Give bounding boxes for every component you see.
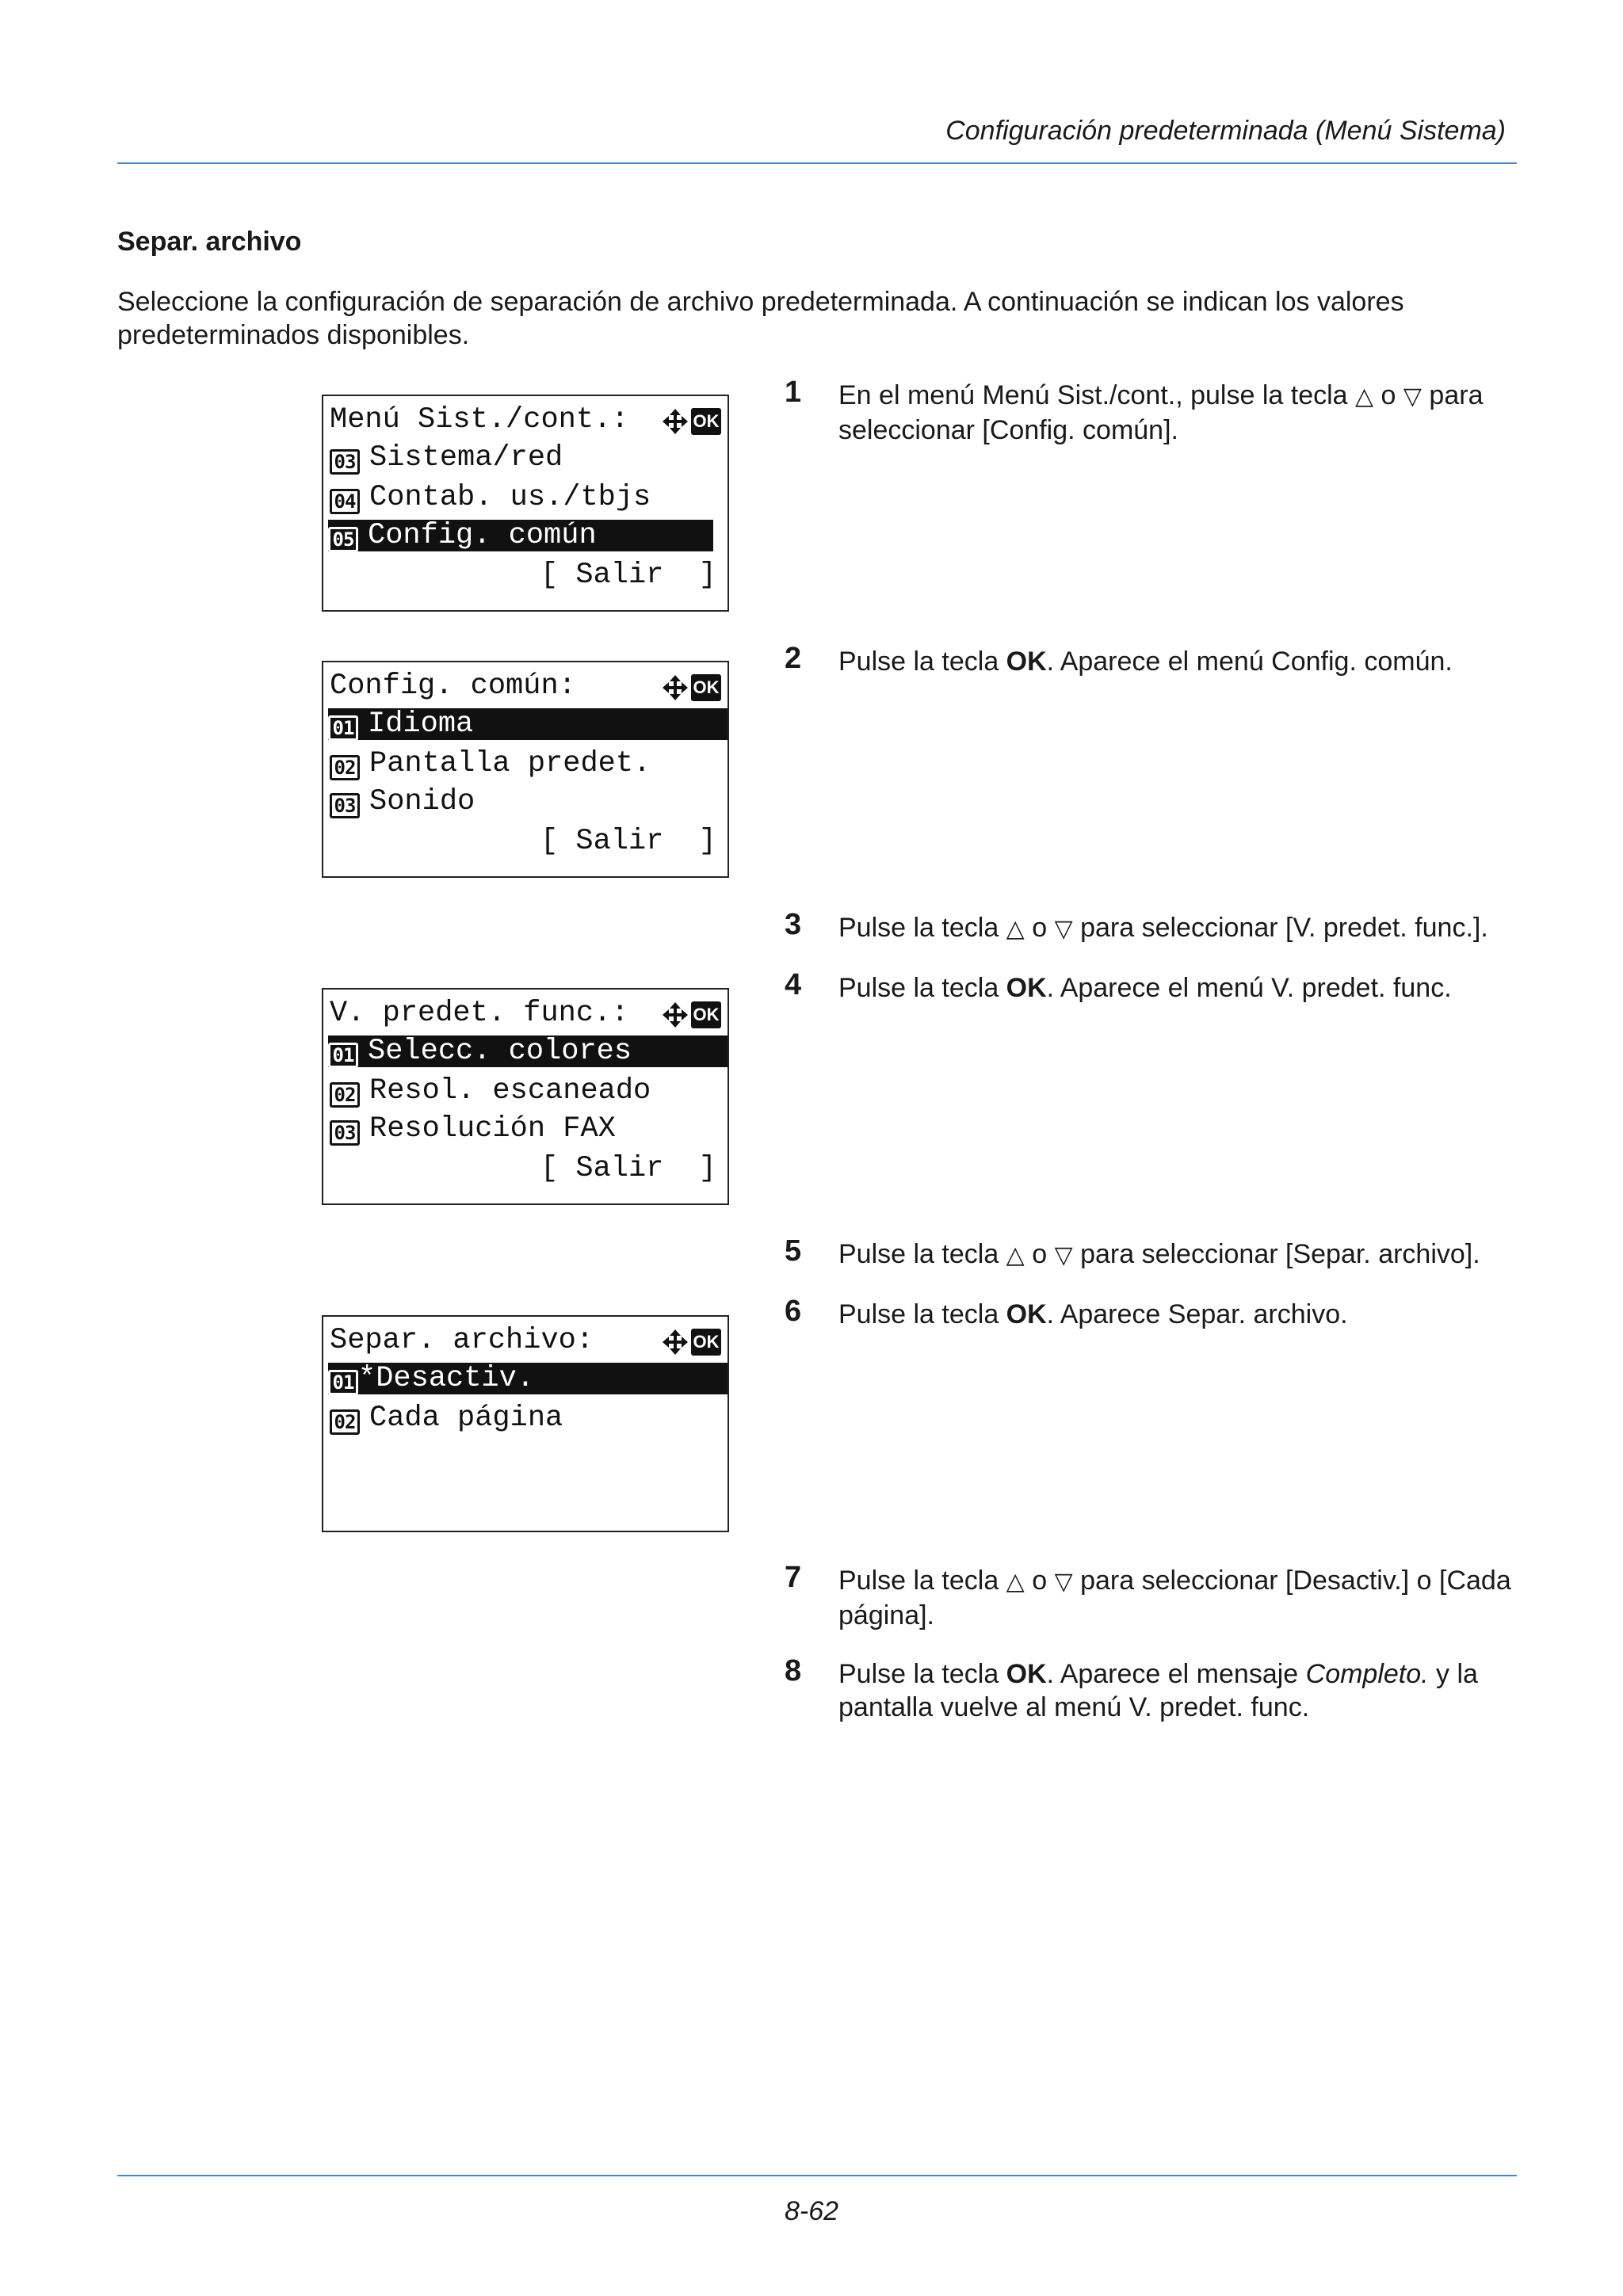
down-triangle-icon: ▽ — [1054, 1241, 1073, 1269]
row-number-icon: 03 — [330, 793, 360, 818]
down-triangle-icon: ▽ — [1054, 915, 1073, 943]
nav-ok-icons — [661, 1328, 721, 1356]
lcd-screen-1 — [322, 395, 729, 612]
exit-softkey[interactable]: [ Salir ] — [540, 559, 716, 592]
lcd-title: Menú Sist./cont.: — [330, 403, 629, 437]
step-text: Pulse la tecla OK. Aparece el menú V. predet. func. — [838, 973, 1452, 1003]
step-number: 6 — [785, 1295, 802, 1328]
step-text: Pulse la tecla OK. Aparece el menú Config. común. — [838, 646, 1453, 677]
nav-ok-icons — [661, 673, 721, 702]
ok-key-icon: OK — [691, 674, 721, 701]
header-title: Configuración predeterminada (Menú Sistema) — [945, 116, 1506, 146]
footer-rule — [117, 2175, 1517, 2176]
step-number: 8 — [785, 1654, 802, 1688]
row-number-icon: 01 — [328, 715, 358, 741]
nav-ok-icons — [661, 1001, 721, 1029]
step-text: Pulse la tecla OK. Aparece Separ. archivo. — [838, 1299, 1348, 1329]
header-rule — [117, 162, 1517, 164]
row-number-icon: 04 — [330, 489, 360, 514]
lcd-title: V. predet. func.: — [330, 997, 629, 1030]
lcd-menu-row[interactable]: 02 Resol. escaneado — [330, 1075, 727, 1107]
step-text: Pulse la tecla △ o ▽ para seleccionar [Desactiv.] o [Cada página]. — [838, 1566, 1511, 1630]
up-triangle-icon: △ — [1006, 1568, 1025, 1596]
step-number: 1 — [785, 376, 802, 409]
lcd-menu-row[interactable]: 03 Sistema/red — [330, 442, 727, 474]
ok-key-icon: OK — [691, 408, 721, 435]
row-number-icon: 03 — [330, 449, 360, 475]
row-number-icon: 02 — [330, 1082, 360, 1108]
step-number: 4 — [785, 968, 802, 1001]
row-number-icon: 05 — [328, 527, 358, 552]
row-number-icon: 03 — [330, 1120, 360, 1146]
section-intro: Seleccione la configuración de separación de archivo predeterminada. A continuación se indican los valores predeterminados disponibles. — [117, 287, 1404, 350]
up-triangle-icon: △ — [1006, 915, 1025, 943]
step-text: Pulse la tecla △ o ▽ para seleccionar [V. predet. func.]. — [838, 913, 1488, 943]
lcd-menu-row-selected[interactable]: 01 Idioma — [328, 708, 727, 740]
cross-arrows-icon — [661, 673, 689, 702]
lcd-menu-row-selected[interactable]: 05 Config. común — [328, 520, 713, 551]
step-number: 3 — [785, 908, 802, 941]
step-text: En el menú Menú Sist./cont., pulse la tecla △ o ▽ para seleccionar [Config. común]. — [838, 380, 1484, 445]
lcd-menu-row-selected[interactable]: 01 Selecc. colores — [328, 1035, 727, 1067]
step-number: 7 — [785, 1561, 802, 1594]
down-triangle-icon: ▽ — [1403, 383, 1422, 410]
up-triangle-icon: △ — [1355, 383, 1374, 410]
row-number-icon: 01 — [328, 1043, 358, 1068]
step-text: Pulse la tecla OK. Aparece el mensaje Completo. y la pantalla vuelve al menú V. predet. func. — [838, 1659, 1478, 1722]
step-number: 2 — [785, 642, 802, 675]
exit-softkey[interactable]: [ Salir ] — [540, 1152, 716, 1185]
lcd-screen-4 — [322, 1315, 729, 1532]
lcd-title: Separ. archivo: — [330, 1324, 594, 1357]
lcd-title: Config. común: — [330, 669, 576, 703]
step-text: Pulse la tecla △ o ▽ para seleccionar [Separ. archivo]. — [838, 1239, 1480, 1269]
lcd-screen-2 — [322, 661, 729, 878]
row-number-icon: 02 — [330, 1409, 360, 1435]
row-number-icon: 01 — [328, 1370, 358, 1395]
lcd-menu-row-selected[interactable]: 01 *Desactiv. — [328, 1363, 727, 1394]
ok-key-icon: OK — [691, 1329, 721, 1356]
lcd-menu-row[interactable]: 03 Sonido — [330, 786, 727, 818]
down-triangle-icon: ▽ — [1054, 1568, 1073, 1596]
page-number: 8-62 — [784, 2196, 839, 2226]
step-number: 5 — [785, 1234, 802, 1268]
cross-arrows-icon — [661, 1001, 689, 1029]
section-title: Separ. archivo — [117, 227, 302, 257]
lcd-menu-row[interactable]: 04 Contab. us./tbjs — [330, 482, 727, 513]
exit-softkey[interactable]: [ Salir ] — [540, 825, 716, 858]
lcd-menu-row[interactable]: 02 Cada página — [330, 1402, 727, 1434]
nav-ok-icons — [661, 407, 721, 436]
cross-arrows-icon — [661, 1328, 689, 1356]
row-number-icon: 02 — [330, 755, 360, 780]
up-triangle-icon: △ — [1006, 1241, 1025, 1269]
lcd-menu-row[interactable]: 03 Resolución FAX — [330, 1113, 727, 1145]
lcd-menu-row[interactable]: 02 Pantalla predet. — [330, 748, 727, 780]
lcd-screen-3 — [322, 988, 729, 1205]
cross-arrows-icon — [661, 407, 689, 436]
ok-key-icon: OK — [691, 1001, 721, 1028]
